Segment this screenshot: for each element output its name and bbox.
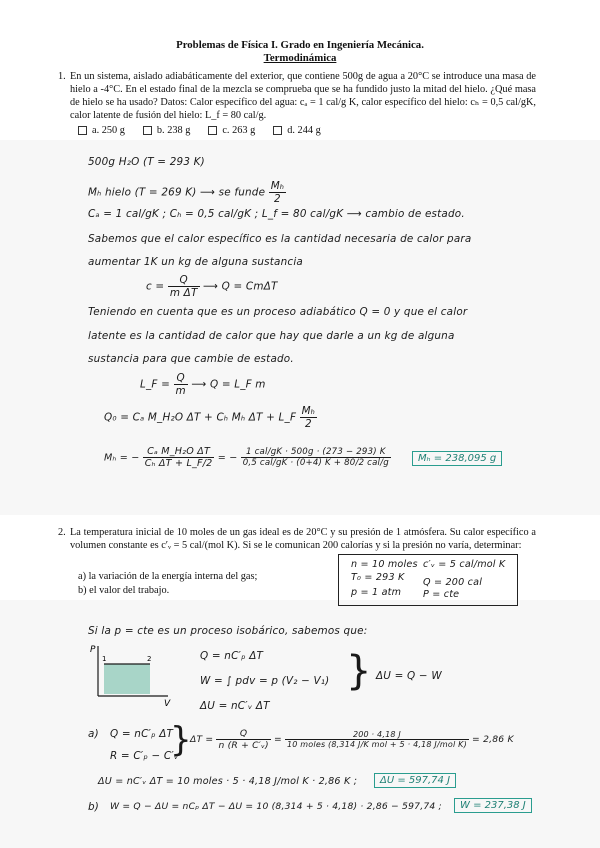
sol2-eq-w: W = ∫ pdv = p (V₂ − V₁): [200, 675, 330, 687]
sol2-a-brace: }: [170, 720, 192, 760]
sol1-line-5: aumentar 1K un kg de alguna sustancia: [88, 256, 303, 268]
sol2-b-eq: W = Q − ΔU = nCₚ ΔT − ΔU = 10 (8,314 + 5 · 4,18) · 2,86 − 597,74 ;: [110, 801, 442, 812]
problem-1-answer: Mₕ = 238,095 g: [412, 451, 502, 466]
problem-2-number: 2.: [58, 527, 66, 538]
problem-2-item-a: a) la variación de la energía interna del gas;: [78, 571, 258, 582]
sol2-eq-q: Q = nC′ₚ ΔT: [200, 650, 264, 662]
sol2-eq-first-law: ΔU = Q − W: [376, 670, 442, 682]
datos-box: [338, 554, 518, 606]
datos-T: T₀ = 293 K: [351, 572, 405, 583]
sol1-line-2: Mₕ hielo (T = 269 K) ⟶ se funde $\frac{\text{Mₕ}}{2}$: [88, 180, 285, 205]
pv-label-1: 1: [102, 655, 107, 663]
checkbox-icon[interactable]: [273, 126, 282, 135]
checkbox-icon[interactable]: [78, 126, 87, 135]
pv-label-v: V: [164, 699, 171, 706]
option-a[interactable]: a. 250 g: [78, 124, 125, 137]
page-subtitle: Termodinámica: [263, 52, 337, 64]
problem-2b-answer: W = 237,38 J: [454, 798, 532, 813]
option-d[interactable]: d. 244 g: [273, 124, 320, 137]
problem-1-number: 1.: [58, 71, 66, 82]
sol2-a-eq2: R = C′ₚ − C′ᵥ: [110, 750, 179, 762]
datos-p: p = 1 atm: [351, 587, 402, 598]
sol2-a-eq1: Q = nC′ₚ ΔT: [110, 728, 174, 740]
pv-diagram: [88, 642, 172, 706]
checkbox-icon[interactable]: [143, 126, 152, 135]
page-title: Problemas de Física I. Grado en Ingeniería Mecánica.: [176, 39, 424, 51]
datos-Q: Q = 200 cal: [423, 577, 483, 588]
pv-label-p: P: [90, 645, 96, 655]
checkbox-icon[interactable]: [208, 126, 217, 135]
sol1-line-11: Q₀ = Cₐ M_H₂O ΔT + Cₕ Mₕ ΔT + L_F $\frac{\text{Mₕ}}{2}$: [104, 405, 316, 430]
sol1-line-9: sustancia para que cambie de estado.: [88, 353, 294, 365]
sol2-a-label: a): [88, 728, 99, 740]
datos-n: n = 10 moles: [351, 559, 418, 570]
sol2-b-label: b): [88, 801, 100, 813]
option-c[interactable]: c. 263 g: [208, 124, 255, 137]
datos-pcte: P = cte: [423, 589, 460, 600]
sol1-line-1: 500g H₂O (T = 293 K): [88, 156, 205, 168]
sol2-a-du: ΔU = nC′ᵥ ΔT = 10 moles · 5 · 4,18 J/mol K · 2,86 K ;: [98, 776, 358, 787]
pv-area-fill: [104, 664, 150, 694]
sol1-line-10: L_F = $\frac{Q}{m}$ ⟶ Q = L_F m: [140, 372, 266, 397]
sol2-eq-du: ΔU = nC′ᵥ ΔT: [200, 700, 270, 712]
problem-2-text: La temperatura inicial de 10 moles de un gas ideal es de 20°C y su presión de 1 atmósfera. Su calor específico a volumen constante es c′ᵥ = 5 cal/(mol K). Si se le comunican 200 calorías y si la presión no varía, determinar:: [70, 527, 536, 551]
problem-2-item-b: b) el valor del trabajo.: [78, 585, 170, 596]
problem-2a-answer: ΔU = 597,74 J: [374, 773, 456, 788]
sol2-intro: Si la p = cte es un proceso isobárico, sabemos que:: [88, 625, 368, 637]
sol1-line-7: Teniendo en cuenta que es un proceso adiabático Q = 0 y que el calor: [88, 306, 468, 318]
problem-1-text: En un sistema, aislado adiabáticamente del exterior, que contiene 500g de agua a 20°C se introduce una masa de hielo a -4°C. En el estado final de la mezcla se comprueba que se ha fundido justo la mitad del hielo. ¿Qué masa de hielo se ha usado? Datos: Calor específico del agua: cₐ = 1 cal/g K, calor específico del hielo: cₕ = 0,5 cal/gK, calor latente de fusión del hielo: L_f = 80 cal/g.: [70, 71, 536, 121]
sol2-brace: }: [346, 648, 372, 694]
sol1-line-3: Cₐ = 1 cal/gK ; Cₕ = 0,5 cal/gK ; L_f = 80 cal/gK ⟶ cambio de estado.: [88, 208, 465, 220]
sol1-line-6: c = $\frac{Q}{\text{m ΔT}}$ ⟶ Q = CmΔT: [146, 274, 278, 299]
datos-cv: c′ᵥ = 5 cal/mol K: [423, 559, 506, 570]
sol1-line-8: latente es la cantidad de calor que hay que darle a un kg de alguna: [88, 330, 455, 342]
pv-label-2: 2: [147, 655, 152, 663]
option-b[interactable]: b. 238 g: [143, 124, 190, 137]
sol1-line-12: Mₕ = − $\frac{\text{Cₐ M\_H₂O ΔT}}{\text{Cₕ ΔT + L\_F/2}}$ = − $\frac{\text{1 cal/gK · 500g · (273 − 293) K}}{\text{0,5 cal/gK · (0+4) K + 80/2 cal/g}}$: [104, 446, 389, 469]
sol1-line-4: Sabemos que el calor específico es la cantidad necesaria de calor para: [88, 233, 472, 245]
problem-1-options: [78, 124, 321, 137]
sol2-a-dt: ΔT = $\frac{Q}{\text{n (R + C′ᵥ)}}$ = $\frac{200 \cdot 4,18 J}{\text{10 moles (8,314 J/K mol + 5 · 4,18 J/mol K)}}$ = 2,86 K: [190, 728, 514, 751]
